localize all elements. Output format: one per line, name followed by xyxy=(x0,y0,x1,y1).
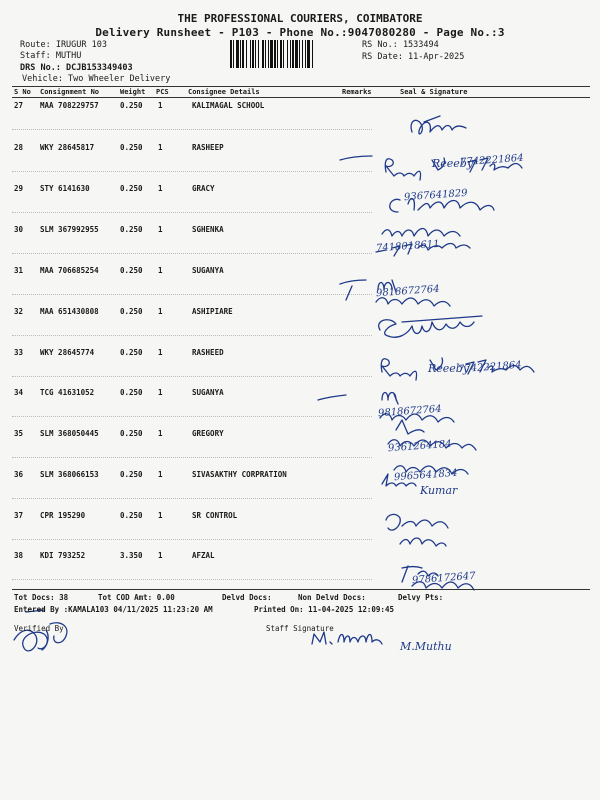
consignee-cell: GREGORY xyxy=(192,429,224,438)
consignee-cell: SUGANYA xyxy=(192,388,224,397)
pcs-cell: 1 xyxy=(158,307,163,316)
consignment-no-cell: MAA 706685254 xyxy=(40,266,99,275)
table-top-rule xyxy=(12,86,590,87)
vehicle-text: Vehicle: Two Wheeler Delivery xyxy=(22,74,171,84)
consignment-no-cell: SLM 367992955 xyxy=(40,225,99,234)
row-separator xyxy=(12,539,372,540)
entered-by: Entered By :KAMALA103 04/11/2025 11:23:20 AM xyxy=(14,605,213,614)
pcs-cell: 1 xyxy=(158,225,163,234)
sno-cell: 34 xyxy=(14,388,24,397)
row-separator xyxy=(12,129,372,130)
sno-cell: 35 xyxy=(14,429,24,438)
handwritten-phone: 9818672764 xyxy=(377,403,442,420)
table-row xyxy=(12,307,590,347)
col-pcs: PCS xyxy=(156,88,169,96)
consignee-cell: RASHEED xyxy=(192,348,224,357)
pcs-cell: 1 xyxy=(158,143,163,152)
table-row xyxy=(12,467,590,510)
tot-docs: Tot Docs: 38 xyxy=(14,593,69,602)
pcs-cell: 1 xyxy=(158,470,163,479)
table-row xyxy=(12,266,590,306)
sno-cell: 30 xyxy=(14,225,24,234)
delvd-docs: Delvd Docs: xyxy=(222,593,272,602)
row-separator xyxy=(12,253,372,254)
consignment-no-cell: SLM 368050445 xyxy=(40,429,99,438)
staff-signature-label: Staff Signature xyxy=(266,624,334,633)
sno-cell: 29 xyxy=(14,184,24,193)
col-weight: Weight xyxy=(120,88,146,96)
sno-cell: 28 xyxy=(14,143,24,152)
table-row xyxy=(12,551,590,591)
row-separator xyxy=(12,579,372,580)
consignment-no-cell: WKY 28645817 xyxy=(40,143,95,152)
consignment-no-cell: CPR 195290 xyxy=(40,511,86,520)
consignment-no-cell: KDI 793252 xyxy=(40,551,86,560)
pcs-cell: 1 xyxy=(158,266,163,275)
weight-cell: 0.250 xyxy=(120,143,143,152)
pcs-cell: 1 xyxy=(158,101,163,110)
row-separator xyxy=(12,457,372,458)
table-header xyxy=(12,88,590,97)
company-title: THE PROFESSIONAL COURIERS, COIMBATORE xyxy=(177,12,423,25)
consignment-no-cell: TCG 41631052 xyxy=(40,388,95,397)
consignment-no-cell: MAA 708229757 xyxy=(40,101,99,110)
table-row xyxy=(12,101,590,141)
staff-signature-icon xyxy=(312,632,382,644)
handwritten-phone: 9818672764 xyxy=(375,283,440,300)
weight-cell: 0.250 xyxy=(120,470,143,479)
sno-cell: 33 xyxy=(14,348,24,357)
pcs-cell: 1 xyxy=(158,511,163,520)
signature-text: Reeeby xyxy=(428,362,470,375)
pcs-cell: 1 xyxy=(158,348,163,357)
weight-cell: 0.250 xyxy=(120,225,143,234)
weight-cell: 0.250 xyxy=(120,307,143,316)
col-seal-signature: Seal & Signature xyxy=(400,88,468,96)
col-consignee: Consignee Details xyxy=(188,88,260,96)
weight-cell: 0.250 xyxy=(120,266,143,275)
handwritten-phone: 7742221864 xyxy=(459,152,524,169)
sno-cell: 37 xyxy=(14,511,24,520)
consignee-cell: AFZAL xyxy=(192,551,215,560)
pcs-cell: 1 xyxy=(158,429,163,438)
row-separator xyxy=(12,212,372,213)
row-separator xyxy=(12,376,372,377)
consignee-cell: SR CONTROL xyxy=(192,511,238,520)
consignment-no-cell: WKY 28645774 xyxy=(40,348,95,357)
weight-cell: 0.250 xyxy=(120,429,143,438)
table-row xyxy=(12,511,590,551)
row-separator xyxy=(12,294,372,295)
row-separator xyxy=(12,335,372,336)
weight-cell: 0.250 xyxy=(120,101,143,110)
weight-cell: 0.250 xyxy=(120,348,143,357)
handwritten-phone: 9367641829 xyxy=(403,187,468,204)
handwritten-phone: 9361264184 xyxy=(387,438,452,455)
col-consignment: Consignment No xyxy=(40,88,100,96)
row-separator xyxy=(12,498,372,499)
pcs-cell: 1 xyxy=(158,551,163,560)
table-row xyxy=(12,388,590,428)
table-row xyxy=(12,429,590,469)
row-separator xyxy=(12,171,372,172)
non-delvd-docs: Non Delvd Docs: xyxy=(298,593,366,602)
consignee-cell: ASHIPIARE xyxy=(192,307,233,316)
consignee-cell: SIVASAKTHY CORPRATION xyxy=(192,470,287,479)
route-text: Route: IRUGUR 103 xyxy=(20,40,107,50)
consignment-no-cell: MAA 651430808 xyxy=(40,307,99,316)
consignee-cell: GRACY xyxy=(192,184,215,193)
sno-cell: 32 xyxy=(14,307,24,316)
signature-text: Kumar xyxy=(420,484,458,497)
barcode-image xyxy=(230,40,352,68)
pcs-cell: 1 xyxy=(158,184,163,193)
handwritten-phone: 7418018611 xyxy=(375,238,440,255)
printed-on: Printed On: 11-04-2025 12:09:45 xyxy=(254,605,394,614)
consignee-cell: KALIMAGAL SCHOOL xyxy=(192,101,265,110)
sno-cell: 27 xyxy=(14,101,24,110)
sno-cell: 31 xyxy=(14,266,24,275)
weight-cell: 0.250 xyxy=(120,388,143,397)
weight-cell: 0.250 xyxy=(120,511,143,520)
consignee-cell: RASHEEP xyxy=(192,143,224,152)
table-row xyxy=(12,225,590,265)
col-remarks: Remarks xyxy=(342,88,372,96)
handwritten-phone: 9786172647 xyxy=(411,570,476,587)
tot-cod-amt: Tot COD Amt: 0.00 xyxy=(98,593,175,602)
weight-cell: 0.250 xyxy=(120,184,143,193)
staff-text: Staff: MUTHU xyxy=(20,51,82,61)
table-header-rule xyxy=(12,97,590,98)
consignee-cell: SGHENKA xyxy=(192,225,224,234)
table-row xyxy=(12,184,590,224)
consignment-no-cell: SLM 368066153 xyxy=(40,470,99,479)
col-sno: S No xyxy=(14,88,31,96)
signature-text: Reeeby xyxy=(432,157,474,170)
footer-top-rule xyxy=(12,589,590,590)
consignment-no-cell: STY 6141630 xyxy=(40,184,90,193)
consignee-cell: SUGANYA xyxy=(192,266,224,275)
sno-cell: 38 xyxy=(14,551,24,560)
verified-by-label: Verified By xyxy=(14,624,64,633)
pcs-cell: 1 xyxy=(158,388,163,397)
staff-sign-name: M.Muthu xyxy=(400,640,452,653)
delvy-pts: Delvy Pts: xyxy=(398,593,444,602)
rs-date: RS Date: 11-Apr-2025 xyxy=(362,52,465,62)
handwritten-phone: 9965641834 xyxy=(393,467,458,484)
drs-number: DRS No.: DCJB153349403 xyxy=(20,63,133,73)
weight-cell: 3.350 xyxy=(120,551,143,560)
sno-cell: 36 xyxy=(14,470,24,479)
row-separator xyxy=(12,416,372,417)
runsheet-title: Delivery Runsheet - P103 - Phone No.:9047080280 - Page No.:3 xyxy=(95,26,505,39)
rs-number: RS No.: 1533494 xyxy=(362,40,439,50)
handwritten-phone: 7742221864 xyxy=(457,359,522,376)
